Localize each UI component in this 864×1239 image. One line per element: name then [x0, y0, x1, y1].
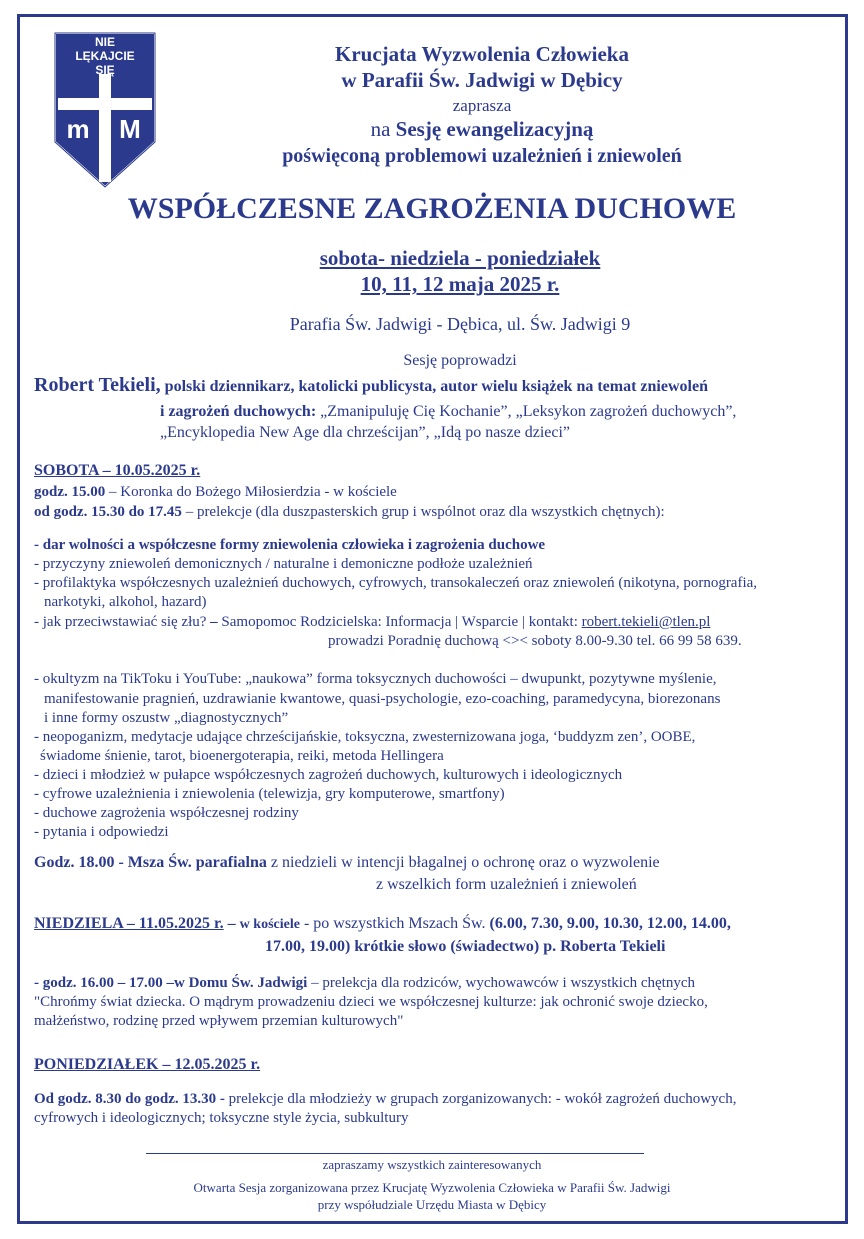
session-line: na Sesję ewangelizacyjną [370, 117, 594, 141]
contact-email-link[interactable]: robert.tekieli@tlen.pl [581, 614, 711, 630]
saturday-topic-1: - dar wolności a współczesne formy zniewolenia człowieka i zagrożenia duchowe [34, 537, 546, 553]
footer-divider [146, 1153, 644, 1154]
speaker-line-3: „Encyklopedia New Age dla chrześcijan”, „Idą po nasze dzieci” [160, 424, 571, 441]
saturday-topic-4: - jak przeciwstawiać się złu? – Samopomoc Rodzicielska: Informacja | Wsparcie | kontakt: robert.tekieli@tlen.pl [34, 614, 711, 630]
session-name: Sesję ewangelizacyjną [395, 117, 594, 141]
footer-partner: przy współudziale Urzędu Miasta w Dębicy [317, 1197, 547, 1212]
place-line: Parafia Św. Jadwigi - Dębica, ul. Św. Jadwigi 9 [289, 314, 631, 334]
monday-heading: PONIEDZIAŁEK – 12.05.2025 r. [34, 1056, 261, 1073]
logo-motto-2: LĘKAJCIE [75, 49, 135, 63]
saturday-lectures: od godz. 15.30 do 17.45 – prelekcje (dla duszpasterskich grup i wspólnot oraz dla wszystkich chętnych): [34, 504, 665, 520]
saturday-topic-5: - okultyzm na TikToku i YouTube: „naukowa” forma toksycznych duchowości – dwupunkt, pozytywne myślenie, [34, 671, 717, 687]
saturday-heading: SOBOTA – 10.05.2025 r. [34, 462, 201, 479]
saturday-topic-3-cont: narkotyki, alkohol, hazard) [44, 594, 207, 610]
logo-letter-right: M [119, 114, 141, 144]
saturday-rosary: godz. 15.00 – Koronka do Bożego Miłosierdzia - w kościele [34, 484, 397, 500]
sunday-line-2: 17.00, 19.00) krótkie słowo (świadectwo) p. Roberta Tekieli [265, 938, 666, 955]
saturday-topic-3: - profilaktyka współczesnych uzależnień duchowych, cyfrowych, transokaleczeń oraz zniewoleń (nikotyna, pornografia, [34, 575, 758, 591]
main-title: WSPÓŁCZESNE ZAGROŻENIA DUCHOWE [127, 192, 737, 225]
logo-motto-1: NIE [94, 35, 116, 49]
saturday-topic-9: - duchowe zagrożenia współczesnej rodziny [34, 805, 299, 821]
speaker-line-2: i zagrożeń duchowych: „Zmanipuluję Cię Kochanie”, „Leksykon zagrożeń duchowych”, [160, 403, 737, 420]
logo-letter-left: m [66, 114, 90, 144]
saturday-topic-2: - przyczyny zniewoleń demonicznych / naturalne i demoniczne podłoże uzależnień [34, 556, 533, 572]
monday-line-1: Od godz. 8.30 do godz. 13.30 - prelekcje dla młodzieży w grupach zorganizowanych: - wokół zagrożeń duchowych, [34, 1091, 737, 1107]
saturday-topic-6: - neopoganizm, medytacje udające chrześcijańskie, toksyczna, zwesternizowana joga, ‘buddyzm zen’, OOBE, [34, 729, 696, 745]
footer-invite: zapraszamy wszystkich zainteresowanych [322, 1157, 542, 1172]
org-line-1: Krucjata Wyzwolenia Człowieka [335, 42, 629, 66]
krucjata-shield-logo [52, 30, 158, 190]
saturday-topic-5-cont-1: manifestowanie pragnień, uzdrawianie kwantowe, quasi-psychologie, ezo-coaching, paramedycyna, biorezonans [44, 691, 721, 707]
saturday-topic-10: - pytania i odpowiedzi [34, 824, 169, 840]
saturday-topic-5-cont-2: i inne formy oszustw „diagnostycznych” [44, 710, 289, 726]
org-line-2: w Parafii Św. Jadwigi w Dębicy [341, 68, 623, 92]
sunday-line-1: NIEDZIELA – 11.05.2025 r. – w kościele - po wszystkich Mszach Św. (6.00, 7.30, 9.00, 10.30, 12.00, 14.00, [34, 915, 731, 932]
led-by-line: Sesję poprowadzi [403, 352, 517, 369]
speaker-name: Robert Tekieli, [34, 374, 161, 396]
session-topic: poświęconą problemowi uzależnień i zniewoleń [282, 145, 682, 167]
sunday-lecture-title-1: "Chrońmy świat dziecka. O mądrym prowadzeniu dzieci we współczesnej kulturze: jak ochronić swoje dziecko, [34, 994, 708, 1010]
days-line: sobota- niedziela - poniedziałek [319, 246, 601, 270]
saturday-topic-8: - cyfrowe uzależnienia i zniewolenia (telewizja, gry komputerowe, smartfony) [34, 786, 505, 802]
footer-organizer: Otwarta Sesja zorganizowana przez Krucjatę Wyzwolenia Człowieka w Parafii Św. Jadwigi [193, 1180, 671, 1195]
saturday-topic-7: - dzieci i młodzież w pułapce współczesnych zagrożeń duchowych, kulturowych i ideologicznych [34, 767, 623, 783]
saturday-topic-6-cont: świadome śnienie, tarot, bioenergoterapia, reiki, metoda Hellingera [40, 748, 444, 764]
invites-text: zaprasza [452, 96, 512, 115]
logo-motto-3: SIĘ [95, 63, 115, 77]
monday-line-2: cyfrowych i ideologicznych; toksyczne style życia, subkultury [34, 1110, 409, 1126]
saturday-mass-cont: z wszelkich form uzależnień i zniewoleń [376, 876, 637, 893]
saturday-mass: Godz. 18.00 - Msza Św. parafialna z niedzieli w intencji błagalnej o ochronę oraz o wyzwolenie [34, 854, 660, 871]
speaker-line-1: Robert Tekieli, polski dziennikarz, katolicki publicysta, autor wielu książek na temat zniewoleń [34, 374, 708, 396]
sunday-lecture-title-2: małżeństwo, rodzinę przed wpływem przemian kulturowych" [34, 1013, 404, 1029]
saturday-counseling: prowadzi Poradnię duchową <>< soboty 8.00-9.30 tel. 66 99 58 639. [328, 633, 742, 649]
sunday-heading: NIEDZIELA – 11.05.2025 r. [34, 915, 224, 932]
dates-line: 10, 11, 12 maja 2025 r. [360, 272, 560, 296]
sunday-lecture: - godz. 16.00 – 17.00 –w Domu Św. Jadwigi – prelekcja dla rodziców, wychowawców i wszystkich chętnych [34, 975, 696, 991]
